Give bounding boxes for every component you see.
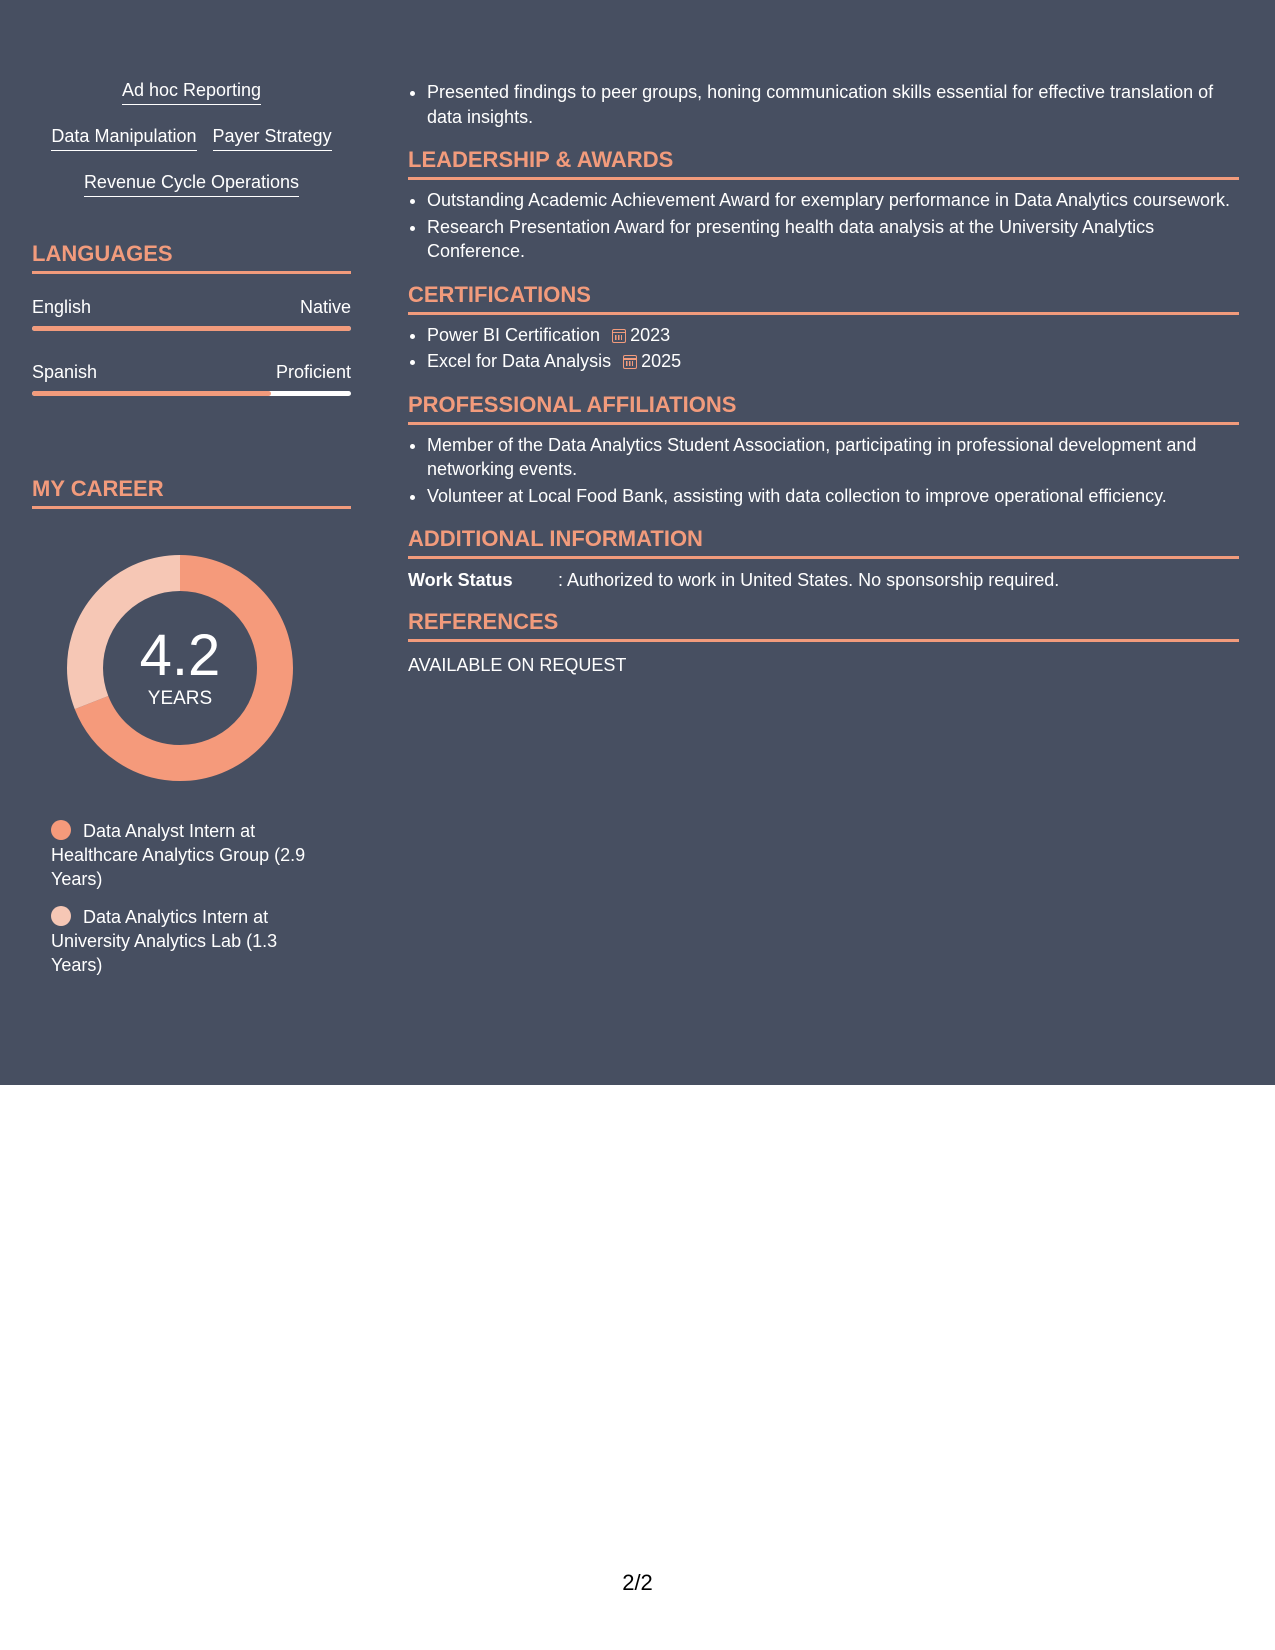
- language-level: Native: [299, 297, 351, 317]
- legend-item: [51, 819, 331, 891]
- certifications-heading: CERTIFICATIONS: [408, 282, 1239, 315]
- career-total-unit: YEARS: [147, 688, 213, 709]
- career-legend: [51, 819, 331, 977]
- calendar-icon: [623, 355, 637, 369]
- experience-continued-list: [408, 80, 1239, 129]
- references-heading: REFERENCES: [408, 609, 1239, 642]
- certification-name: Excel for Data Analysis: [427, 351, 612, 371]
- skill-tag: Revenue Cycle Operations: [84, 172, 299, 197]
- legend-dot-icon: [51, 906, 71, 926]
- page-number: 2/2: [622, 1570, 653, 1595]
- skill-row: [32, 80, 351, 105]
- language-spanish: [32, 361, 351, 396]
- skill-row: [32, 126, 351, 151]
- language-english: [32, 296, 351, 331]
- language-name: Spanish: [32, 362, 98, 382]
- leadership-list: [408, 188, 1239, 264]
- legend-dot-icon: [51, 820, 71, 840]
- legend-label: Data Analytics Intern at University Analytics Lab (1.3 Years): [51, 907, 278, 975]
- list-item: • Volunteer at Local Food Bank, assisting with data collection to improve operational efficiency.: [427, 484, 1239, 509]
- career-heading: MY CAREER: [32, 476, 351, 509]
- language-name: English: [32, 297, 92, 317]
- list-item: • Presented findings to peer groups, honing communication skills essential for effective translation of data insights.: [427, 80, 1239, 129]
- skills-list: [32, 80, 351, 197]
- certification-year: 2025: [641, 351, 682, 371]
- language-bar: [32, 391, 351, 396]
- affiliations-list: [408, 433, 1239, 509]
- work-status-row: [408, 569, 1239, 591]
- additional-info-heading: ADDITIONAL INFORMATION: [408, 526, 1239, 559]
- skill-row: [32, 172, 351, 197]
- certifications-list: [408, 323, 1239, 374]
- career-donut-chart: [65, 553, 295, 783]
- affiliations-heading: PROFESSIONAL AFFILIATIONS: [408, 392, 1239, 425]
- skill-tag: Ad hoc Reporting: [122, 80, 261, 105]
- work-status-label: Work Status: [408, 570, 513, 590]
- list-item: • Outstanding Academic Achievement Award for exemplary performance in Data Analytics coursework.: [427, 188, 1239, 213]
- career-total-value: 4.2: [139, 623, 221, 688]
- certification-item: [427, 349, 1239, 374]
- legend-item: [51, 905, 331, 977]
- languages-heading: LANGUAGES: [32, 241, 351, 274]
- certification-item: [427, 323, 1239, 348]
- calendar-icon: [612, 329, 626, 343]
- certification-name: Power BI Certification: [427, 324, 601, 345]
- sidebar: [32, 80, 351, 991]
- language-bar-fill: [32, 326, 351, 331]
- references-text: AVAILABLE ON REQUEST: [408, 655, 627, 675]
- skill-tag: Data Manipulation: [51, 126, 196, 151]
- list-item: • Research Presentation Award for presenting health data analysis at the University Analytics Conference.: [427, 215, 1239, 264]
- list-item: • Member of the Data Analytics Student Association, participating in professional development and networking events.: [427, 433, 1239, 482]
- language-level: Proficient: [275, 362, 351, 382]
- main-content: [408, 80, 1239, 676]
- work-status-value: : Authorized to work in United States. No sponsorship required.: [558, 570, 1060, 590]
- leadership-heading: LEADERSHIP & AWARDS: [408, 147, 1239, 180]
- legend-label: Data Analyst Intern at Healthcare Analytics Group (2.9 Years): [51, 821, 306, 889]
- language-bar: [32, 326, 351, 331]
- donut-center: [65, 553, 295, 783]
- language-bar-fill: [32, 391, 271, 396]
- skill-tag: Payer Strategy: [213, 126, 332, 151]
- certification-year: 2023: [630, 324, 671, 345]
